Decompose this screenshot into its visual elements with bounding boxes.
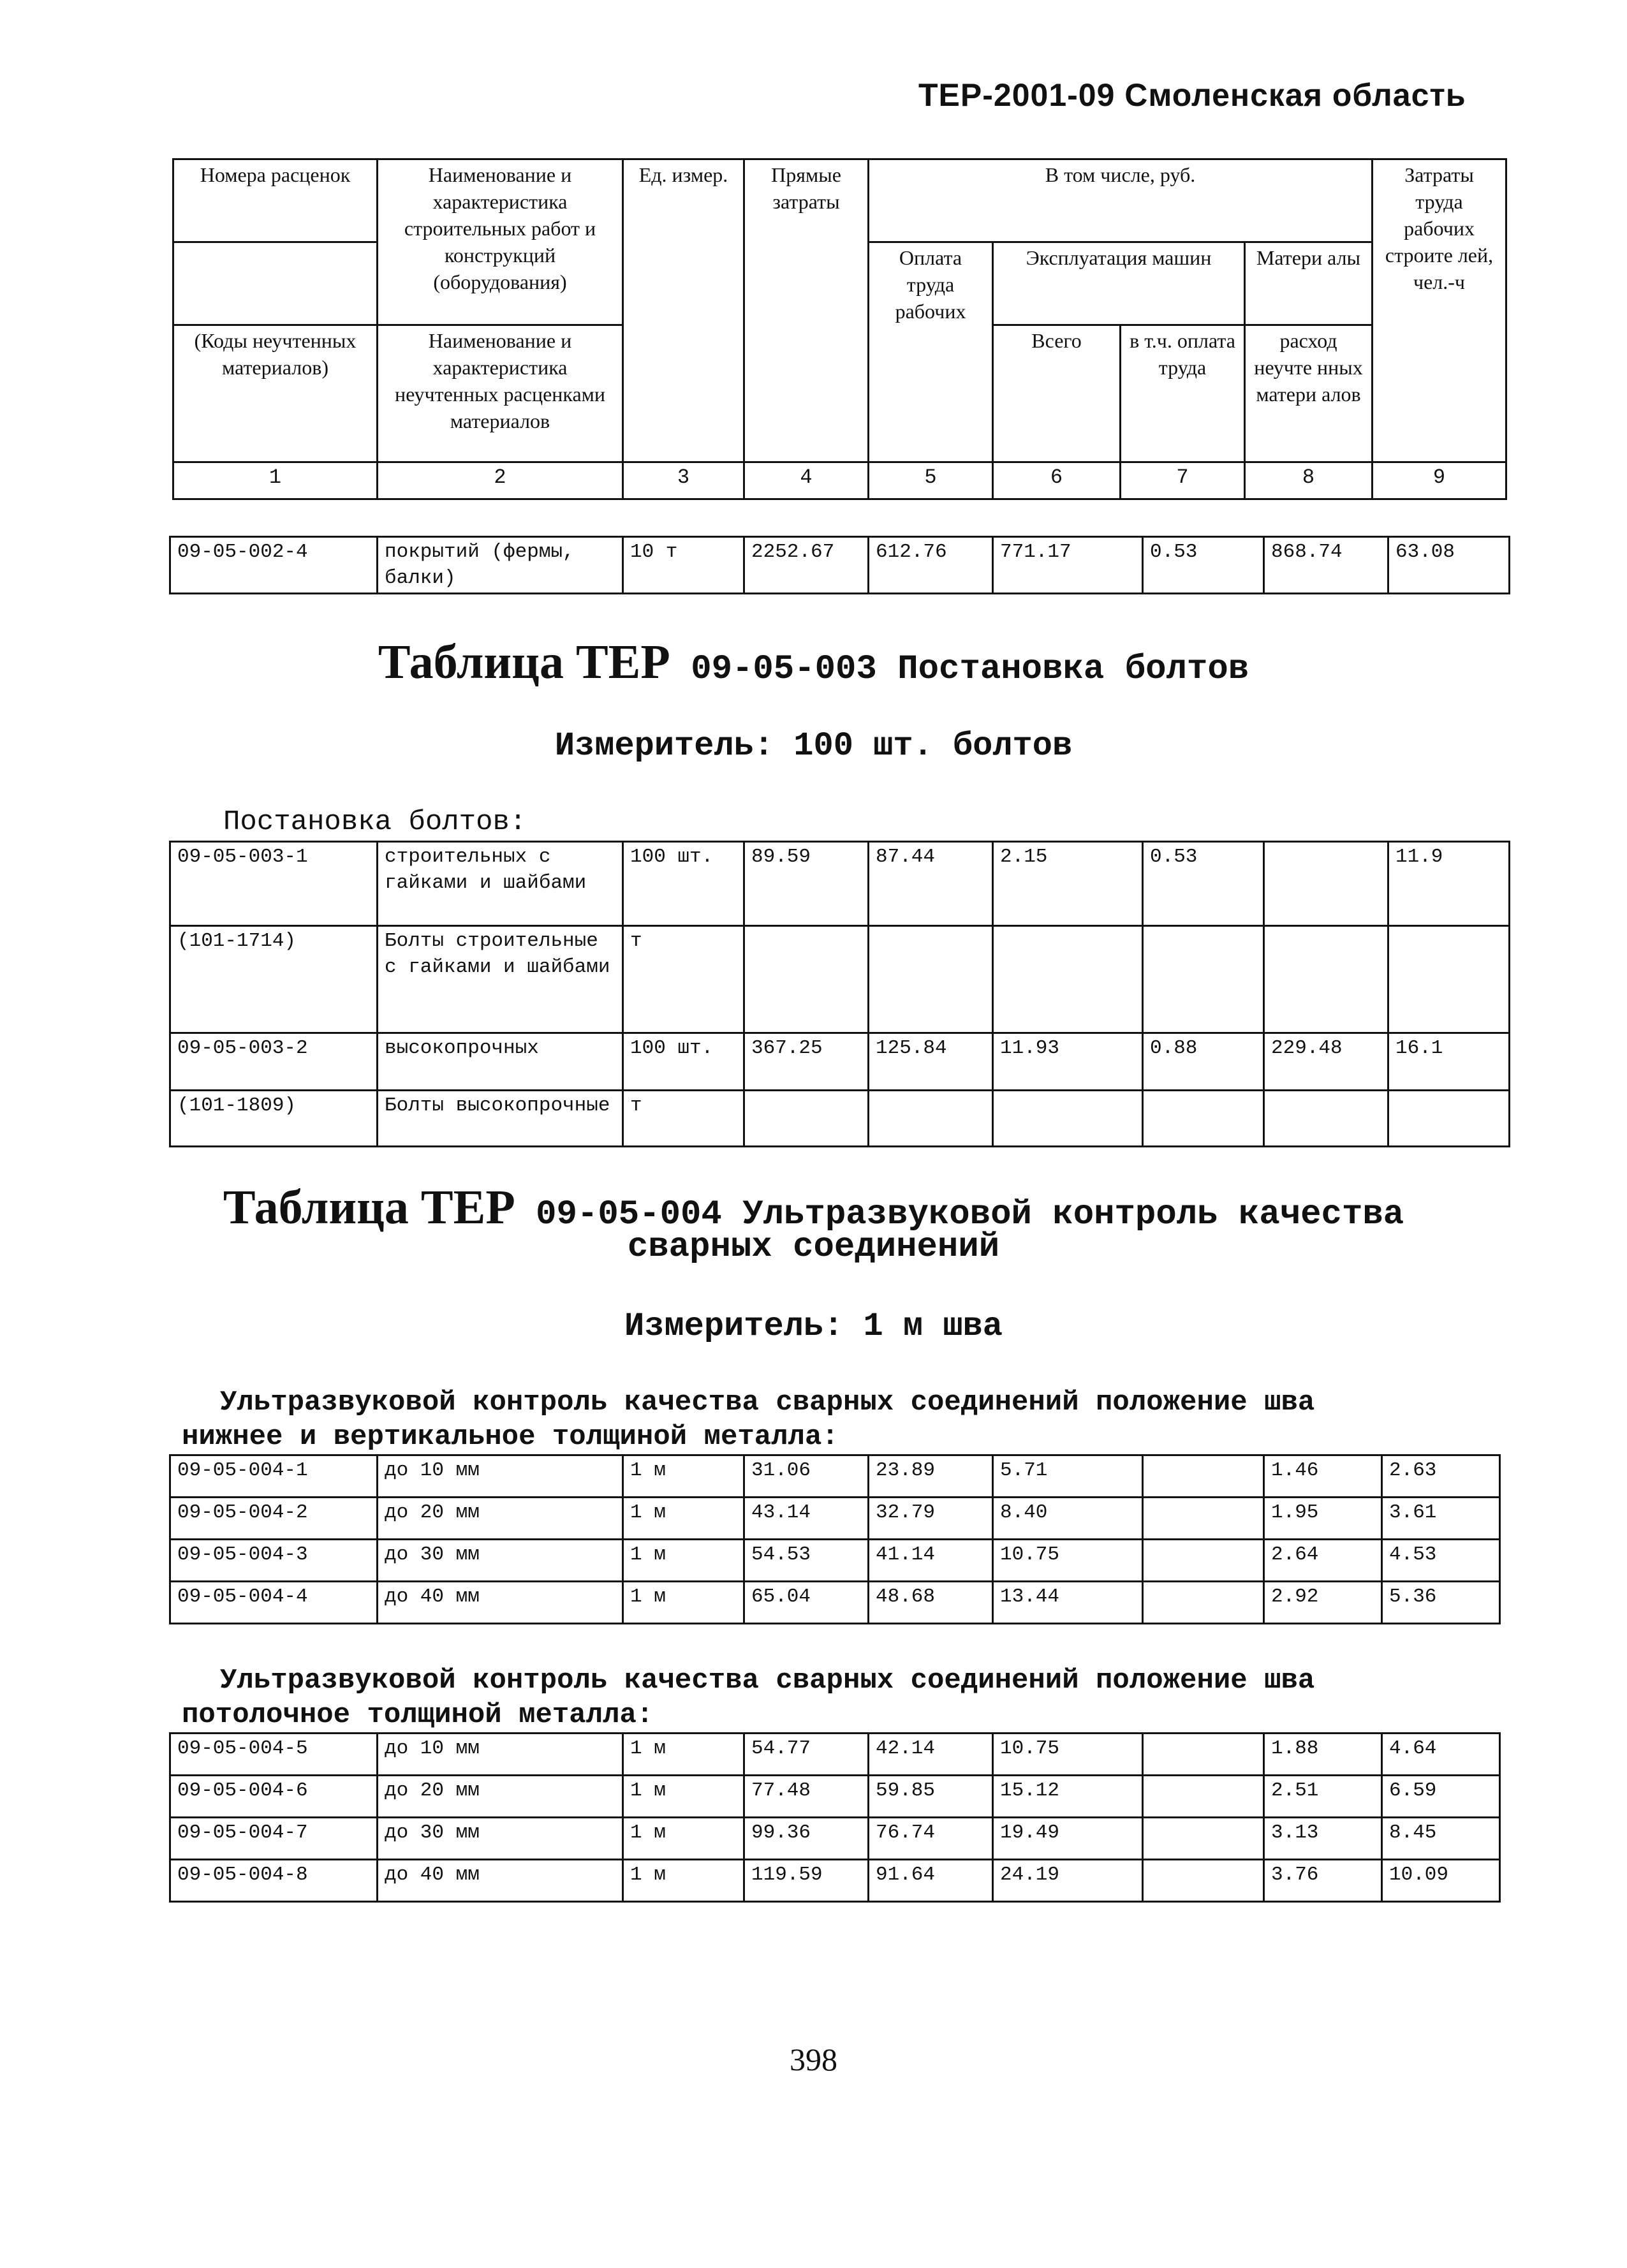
row-direct	[744, 1091, 869, 1147]
row-code: 09-05-004-3	[170, 1540, 378, 1582]
row-direct: 54.77	[744, 1734, 869, 1776]
row-materials: 2.51	[1264, 1776, 1382, 1818]
row-name: до 20 мм	[378, 1498, 623, 1540]
row-direct: 367.25	[744, 1033, 869, 1091]
row-labor-hours: 11.9	[1388, 842, 1510, 926]
row-labor: 612.76	[869, 537, 993, 594]
row-labor: 42.14	[869, 1734, 993, 1776]
row-code: 09-05-003-1	[170, 842, 378, 926]
row-direct: 89.59	[744, 842, 869, 926]
row-machines-labor	[1143, 1582, 1264, 1624]
row-labor: 125.84	[869, 1033, 993, 1091]
row-name: до 10 мм	[378, 1455, 623, 1498]
table-004-title-prefix: Таблица ТЕР	[223, 1181, 515, 1234]
row-labor: 91.64	[869, 1860, 993, 1902]
row-labor-hours: 2.63	[1382, 1455, 1500, 1498]
row-name: до 30 мм	[378, 1540, 623, 1582]
table-003	[169, 841, 1510, 1147]
row-labor	[869, 926, 993, 1033]
header-labor-pay: Оплата труда рабочих	[869, 242, 993, 462]
column-number: 9	[1373, 462, 1506, 499]
row-labor: 59.85	[869, 1776, 993, 1818]
row-labor-hours	[1388, 926, 1510, 1033]
table-row	[170, 1455, 1500, 1498]
row-unit: т	[623, 926, 744, 1033]
row-unit: 100 шт.	[623, 1033, 744, 1091]
row-materials: 1.46	[1264, 1455, 1382, 1498]
row-unit: 1 м	[623, 1860, 744, 1902]
row-code: 09-05-004-8	[170, 1860, 378, 1902]
table-row	[170, 1582, 1500, 1624]
row-materials: 1.88	[1264, 1734, 1382, 1776]
row-unit: 1 м	[623, 1818, 744, 1860]
row-machines-labor	[1143, 1734, 1264, 1776]
row-machines: 11.93	[993, 1033, 1143, 1091]
row-name: покрытий (фермы, балки)	[378, 537, 623, 594]
row-labor-hours: 5.36	[1382, 1582, 1500, 1624]
table-004-section1-line2: нижнее и вертикальное толщиной металла:	[182, 1421, 839, 1453]
row-materials	[1264, 842, 1388, 926]
row-labor-hours: 16.1	[1388, 1033, 1510, 1091]
row-direct: 2252.67	[744, 537, 869, 594]
row-machines: 19.49	[993, 1818, 1143, 1860]
row-materials	[1264, 1091, 1388, 1147]
table-row	[170, 1540, 1500, 1582]
table-row	[170, 1860, 1500, 1902]
table-row	[170, 1091, 1510, 1147]
row-code: (101-1714)	[170, 926, 378, 1033]
table-003-title-prefix: Таблица ТЕР	[378, 635, 670, 689]
row-machines-labor	[1143, 1818, 1264, 1860]
table-row	[170, 1818, 1500, 1860]
header-unaccounted-materials: расход неучте нных матери алов	[1245, 325, 1373, 462]
row-unit: 1 м	[623, 1776, 744, 1818]
row-machines-labor: 0.88	[1143, 1033, 1264, 1091]
table-004-title-rest: 09-05-004 Ультразвуковой контроль качества	[536, 1195, 1404, 1234]
column-number: 1	[173, 462, 378, 499]
row-materials	[1264, 926, 1388, 1033]
row-labor-hours: 6.59	[1382, 1776, 1500, 1818]
row-materials: 868.74	[1264, 537, 1388, 594]
row-name: до 30 мм	[378, 1818, 623, 1860]
row-code: 09-05-004-5	[170, 1734, 378, 1776]
table-004-section1-line1: Ультразвуковой контроль качества сварных соединений положение шва	[220, 1387, 1315, 1418]
table-row	[170, 1734, 1500, 1776]
header-material-name: Наименование и характеристика неучтенных расценками материалов	[378, 325, 623, 462]
row-unit: 1 м	[623, 1540, 744, 1582]
top-row-table	[169, 536, 1510, 594]
row-direct: 77.48	[744, 1776, 869, 1818]
header-including: В том числе, руб.	[869, 159, 1373, 242]
row-labor-hours: 63.08	[1388, 537, 1510, 594]
row-name: строительных с гайками и шайбами	[378, 842, 623, 926]
table-004-title	[0, 1180, 1627, 1235]
row-labor: 32.79	[869, 1498, 993, 1540]
row-machines-labor	[1143, 926, 1264, 1033]
row-labor-hours: 4.53	[1382, 1540, 1500, 1582]
row-code: 09-05-004-2	[170, 1498, 378, 1540]
header-codes-spacer	[173, 242, 378, 325]
column-number: 2	[378, 462, 623, 499]
document-header: ТЕР-2001-09 Смоленская область	[918, 77, 1466, 113]
column-number: 4	[744, 462, 869, 499]
row-direct: 119.59	[744, 1860, 869, 1902]
header-machines-labor: в т.ч. оплата труда	[1121, 325, 1245, 462]
row-labor: 23.89	[869, 1455, 993, 1498]
row-unit: 1 м	[623, 1498, 744, 1540]
header-direct-costs: Прямые затраты	[744, 159, 869, 462]
column-number: 8	[1245, 462, 1373, 499]
row-unit: 1 м	[623, 1734, 744, 1776]
header-codes: Номера расценок	[173, 159, 378, 242]
row-labor: 48.68	[869, 1582, 993, 1624]
row-direct: 54.53	[744, 1540, 869, 1582]
column-number: 3	[623, 462, 744, 499]
row-materials: 3.76	[1264, 1860, 1382, 1902]
header-unit: Ед. измер.	[623, 159, 744, 462]
column-number: 6	[993, 462, 1121, 499]
row-labor-hours: 4.64	[1382, 1734, 1500, 1776]
row-direct: 99.36	[744, 1818, 869, 1860]
table-004-title-line2: сварных соединений	[627, 1228, 1000, 1267]
row-machines	[993, 926, 1143, 1033]
row-materials: 229.48	[1264, 1033, 1388, 1091]
row-code: (101-1809)	[170, 1091, 378, 1147]
row-machines-labor	[1143, 1498, 1264, 1540]
column-header-table	[172, 158, 1507, 500]
row-machines: 2.15	[993, 842, 1143, 926]
row-unit: 10 т	[623, 537, 744, 594]
row-direct: 31.06	[744, 1455, 869, 1498]
column-number: 5	[869, 462, 993, 499]
row-name: до 40 мм	[378, 1582, 623, 1624]
row-materials: 2.64	[1264, 1540, 1382, 1582]
table-row	[170, 926, 1510, 1033]
row-machines: 24.19	[993, 1860, 1143, 1902]
row-name: до 40 мм	[378, 1860, 623, 1902]
row-materials: 1.95	[1264, 1498, 1382, 1540]
row-labor-hours: 10.09	[1382, 1860, 1500, 1902]
row-labor	[869, 1091, 993, 1147]
row-name: Болты строительные с гайками и шайбами	[378, 926, 623, 1033]
row-unit: т	[623, 1091, 744, 1147]
table-004-section2-line1: Ультразвуковой контроль качества сварных соединений положение шва	[220, 1665, 1315, 1697]
table-003-meter: Измеритель: 100 шт. болтов	[554, 727, 1073, 765]
row-machines: 8.40	[993, 1498, 1143, 1540]
row-machines-labor: 0.53	[1143, 842, 1264, 926]
row-code: 09-05-004-6	[170, 1776, 378, 1818]
row-labor: 87.44	[869, 842, 993, 926]
row-name: высокопрочных	[378, 1033, 623, 1091]
row-name: Болты высокопрочные	[378, 1091, 623, 1147]
table-row	[170, 1498, 1500, 1540]
row-materials: 2.92	[1264, 1582, 1382, 1624]
row-name: до 20 мм	[378, 1776, 623, 1818]
table-row	[170, 537, 1510, 594]
row-code: 09-05-002-4	[170, 537, 378, 594]
table-003-title	[0, 635, 1627, 690]
header-machines-total: Всего	[993, 325, 1121, 462]
row-machines: 15.12	[993, 1776, 1143, 1818]
table-004-section1	[169, 1454, 1501, 1624]
table-003-section: Постановка болтов:	[223, 806, 527, 838]
table-004-meter: Измеритель: 1 м шва	[624, 1307, 1003, 1345]
row-unit: 100 шт.	[623, 842, 744, 926]
header-material-codes: (Коды неучтенных материалов)	[173, 325, 378, 462]
page-number: 398	[790, 2042, 837, 2077]
row-materials: 3.13	[1264, 1818, 1382, 1860]
row-unit: 1 м	[623, 1455, 744, 1498]
row-labor-hours	[1388, 1091, 1510, 1147]
header-machines: Эксплуатация машин	[993, 242, 1245, 325]
row-direct: 65.04	[744, 1582, 869, 1624]
row-labor: 41.14	[869, 1540, 993, 1582]
table-row	[170, 842, 1510, 926]
header-name: Наименование и характеристика строительных работ и конструкций (оборудования)	[378, 159, 623, 325]
row-labor: 76.74	[869, 1818, 993, 1860]
row-machines	[993, 1091, 1143, 1147]
row-name: до 10 мм	[378, 1734, 623, 1776]
row-machines: 771.17	[993, 537, 1143, 594]
row-machines: 10.75	[993, 1540, 1143, 1582]
table-004-section2-line2: потолочное толщиной металла:	[182, 1699, 654, 1731]
row-unit: 1 м	[623, 1582, 744, 1624]
row-machines-labor	[1143, 1776, 1264, 1818]
column-number: 7	[1121, 462, 1245, 499]
row-machines-labor: 0.53	[1143, 537, 1264, 594]
row-code: 09-05-004-4	[170, 1582, 378, 1624]
row-machines-labor	[1143, 1455, 1264, 1498]
row-machines: 10.75	[993, 1734, 1143, 1776]
row-code: 09-05-004-7	[170, 1818, 378, 1860]
table-row	[170, 1776, 1500, 1818]
table-003-title-rest: 09-05-003 Постановка болтов	[691, 650, 1249, 689]
row-machines-labor	[1143, 1860, 1264, 1902]
table-004-section2	[169, 1732, 1501, 1903]
header-labor-hours: Затраты труда рабочих строите лей, чел.-ч	[1373, 159, 1506, 462]
row-machines-labor	[1143, 1540, 1264, 1582]
row-labor-hours: 8.45	[1382, 1818, 1500, 1860]
header-materials: Матери алы	[1245, 242, 1373, 325]
row-machines: 13.44	[993, 1582, 1143, 1624]
row-direct	[744, 926, 869, 1033]
row-code: 09-05-003-2	[170, 1033, 378, 1091]
row-labor-hours: 3.61	[1382, 1498, 1500, 1540]
row-code: 09-05-004-1	[170, 1455, 378, 1498]
row-machines: 5.71	[993, 1455, 1143, 1498]
row-machines-labor	[1143, 1091, 1264, 1147]
table-row	[170, 1033, 1510, 1091]
row-direct: 43.14	[744, 1498, 869, 1540]
